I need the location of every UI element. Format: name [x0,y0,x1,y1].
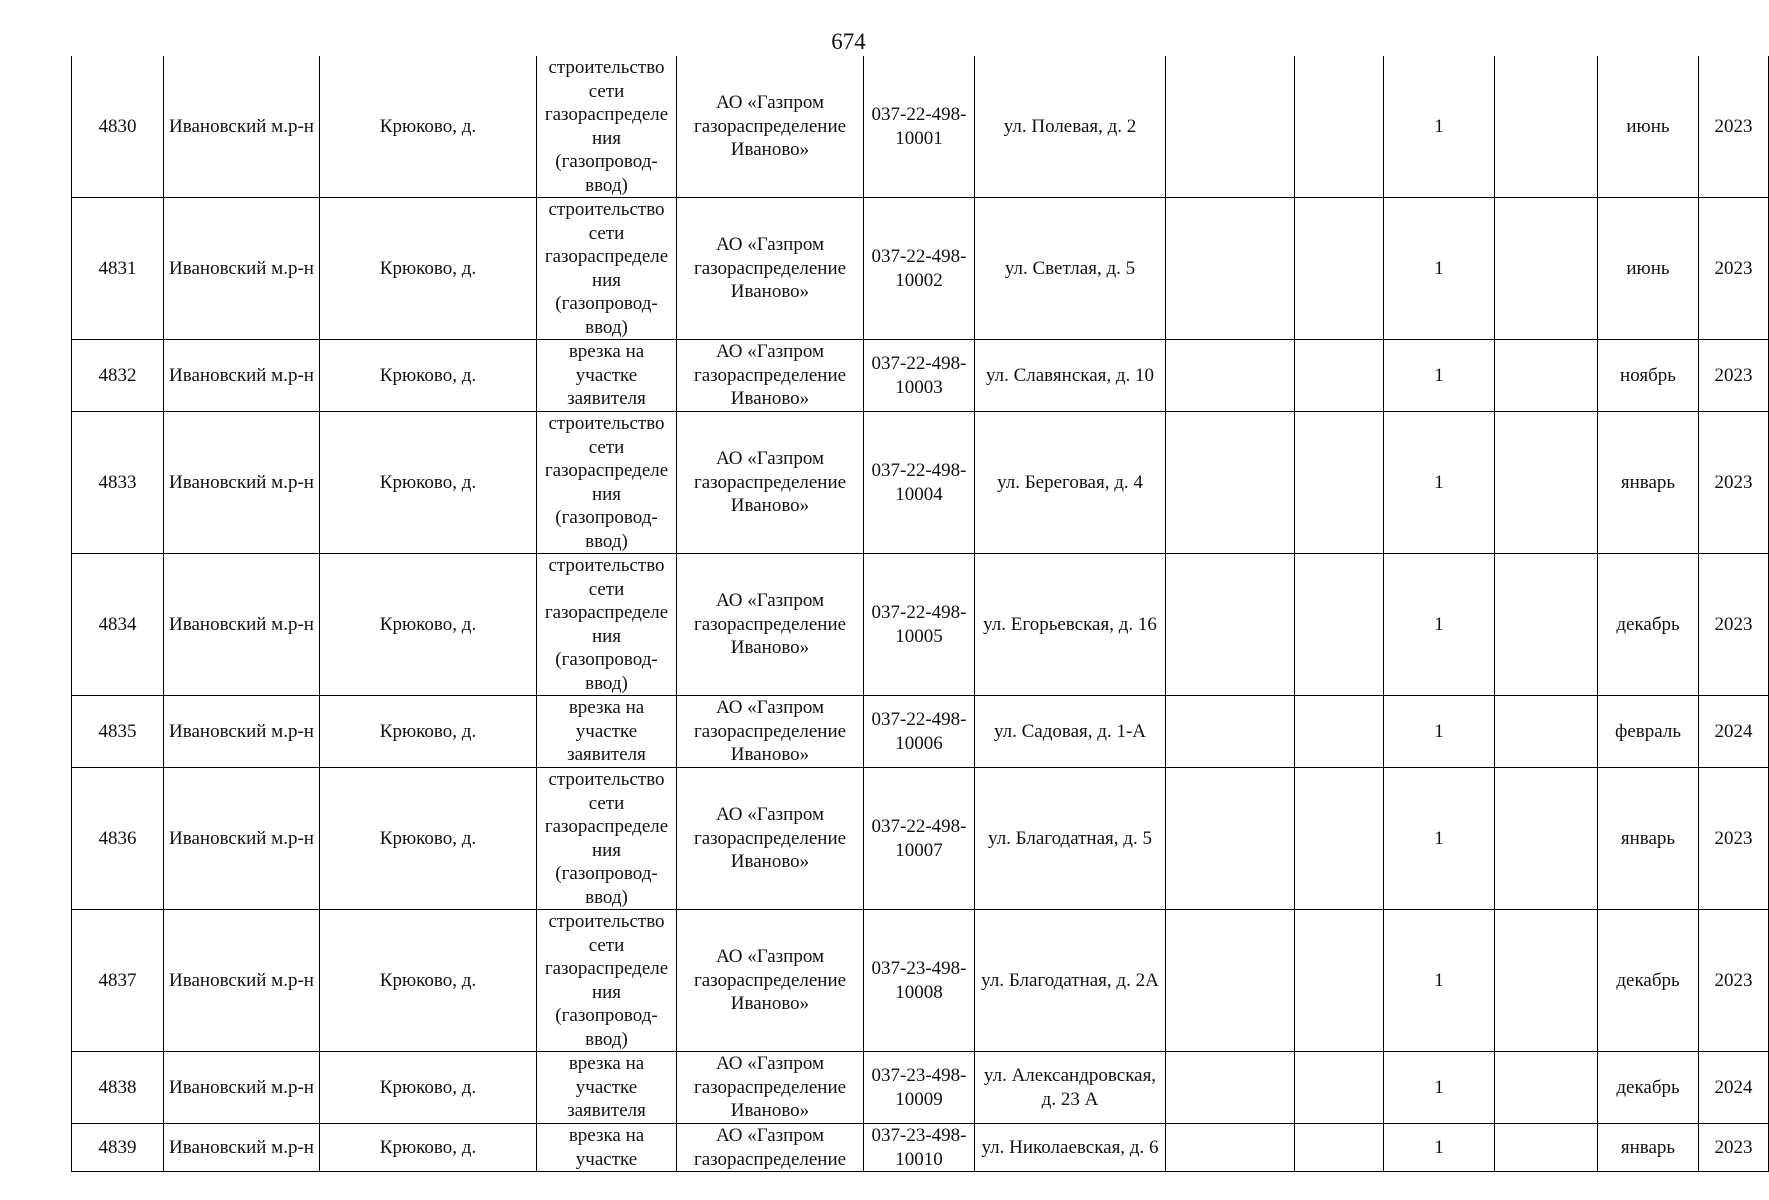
empty-cell [1495,340,1598,412]
address-cell: ул. Полевая, д. 2 [975,56,1166,198]
object-code-cell: 037-22-498-10005 [864,554,975,696]
year-cell: 2024 [1699,1052,1769,1124]
year-cell: 2023 [1699,340,1769,412]
locality-cell: Крюково, д. [320,696,537,768]
row-number-cell: 4835 [72,696,164,768]
empty-cell [1495,554,1598,696]
object-code-cell: 037-22-498-10007 [864,768,975,910]
empty-cell [1166,198,1295,340]
empty-cell [1295,1124,1384,1172]
month-cell: декабрь [1598,1052,1699,1124]
empty-cell [1495,198,1598,340]
row-number-cell: 4839 [72,1124,164,1172]
month-cell: декабрь [1598,910,1699,1052]
year-cell: 2023 [1699,412,1769,554]
table-row [72,554,1769,696]
table-row [72,1124,1769,1172]
object-code-cell: 037-22-498-10003 [864,340,975,412]
object-code-cell: 037-22-498-10004 [864,412,975,554]
organization-cell: АО «Газпром газораспределение Иваново» [677,768,864,910]
empty-cell [1166,340,1295,412]
locality-cell: Крюково, д. [320,554,537,696]
locality-cell: Крюково, д. [320,412,537,554]
table-row [72,56,1769,198]
address-cell: ул. Александровская, д. 23 А [975,1052,1166,1124]
work-type-cell: строительство сети газораспределения (газопровод-ввод) [537,554,677,696]
locality-cell: Крюково, д. [320,1052,537,1124]
work-type-cell: строительство сети газораспределения (газопровод-ввод) [537,412,677,554]
organization-cell: АО «Газпром газораспределение Иваново» [677,554,864,696]
empty-cell [1295,768,1384,910]
row-number-cell: 4833 [72,412,164,554]
empty-cell [1495,910,1598,1052]
month-cell: январь [1598,412,1699,554]
year-cell: 2023 [1699,56,1769,198]
organization-cell: АО «Газпром газораспределение Иваново» [677,56,864,198]
address-cell: ул. Садовая, д. 1-А [975,696,1166,768]
empty-cell [1166,768,1295,910]
year-cell: 2023 [1699,1124,1769,1172]
locality-cell: Крюково, д. [320,198,537,340]
empty-cell [1166,1124,1295,1172]
work-type-cell: строительство сети газораспределения (газопровод-ввод) [537,768,677,910]
month-cell: январь [1598,1124,1699,1172]
count-cell: 1 [1384,412,1495,554]
address-cell: ул. Светлая, д. 5 [975,198,1166,340]
row-number-cell: 4831 [72,198,164,340]
district-cell: Ивановский м.р-н [164,56,320,198]
address-cell: ул. Береговая, д. 4 [975,412,1166,554]
organization-cell: АО «Газпром газораспределение Иваново» [677,340,864,412]
organization-cell: АО «Газпром газораспределение Иваново» [677,1052,864,1124]
organization-cell: АО «Газпром газораспределение Иваново» [677,696,864,768]
empty-cell [1495,1124,1598,1172]
empty-cell [1295,554,1384,696]
empty-cell [1495,768,1598,910]
locality-cell: Крюково, д. [320,56,537,198]
count-cell: 1 [1384,768,1495,910]
count-cell: 1 [1384,56,1495,198]
object-code-cell: 037-23-498-10010 [864,1124,975,1172]
table-row [72,1052,1769,1124]
count-cell: 1 [1384,1052,1495,1124]
empty-cell [1495,1052,1598,1124]
work-type-cell: строительство сети газораспределения (газопровод-ввод) [537,910,677,1052]
empty-cell [1295,910,1384,1052]
district-cell: Ивановский м.р-н [164,412,320,554]
count-cell: 1 [1384,1124,1495,1172]
object-code-cell: 037-22-498-10001 [864,56,975,198]
empty-cell [1166,696,1295,768]
district-cell: Ивановский м.р-н [164,554,320,696]
organization-cell: АО «Газпром газораспределение Иваново» [677,910,864,1052]
year-cell: 2023 [1699,910,1769,1052]
empty-cell [1295,198,1384,340]
table-body [72,56,1769,1172]
count-cell: 1 [1384,554,1495,696]
work-type-cell: врезка на участке заявителя [537,340,677,412]
count-cell: 1 [1384,198,1495,340]
year-cell: 2023 [1699,768,1769,910]
empty-cell [1295,412,1384,554]
empty-cell [1166,910,1295,1052]
district-cell: Ивановский м.р-н [164,1052,320,1124]
work-type-cell: врезка на участке [537,1124,677,1172]
count-cell: 1 [1384,696,1495,768]
year-cell: 2024 [1699,696,1769,768]
month-cell: декабрь [1598,554,1699,696]
address-cell: ул. Егорьевская, д. 16 [975,554,1166,696]
empty-cell [1495,412,1598,554]
organization-cell: АО «Газпром газораспределение Иваново» [677,198,864,340]
row-number-cell: 4834 [72,554,164,696]
registry-table [71,56,1769,1172]
district-cell: Ивановский м.р-н [164,768,320,910]
empty-cell [1166,412,1295,554]
locality-cell: Крюково, д. [320,340,537,412]
empty-cell [1166,554,1295,696]
table-row [72,768,1769,910]
district-cell: Ивановский м.р-н [164,1124,320,1172]
row-number-cell: 4838 [72,1052,164,1124]
empty-cell [1295,1052,1384,1124]
table-row [72,198,1769,340]
object-code-cell: 037-22-498-10006 [864,696,975,768]
count-cell: 1 [1384,910,1495,1052]
empty-cell [1295,56,1384,198]
work-type-cell: строительство сети газораспределения (газопровод-ввод) [537,198,677,340]
work-type-cell: врезка на участке заявителя [537,1052,677,1124]
district-cell: Ивановский м.р-н [164,340,320,412]
empty-cell [1166,56,1295,198]
address-cell: ул. Благодатная, д. 2А [975,910,1166,1052]
empty-cell [1495,696,1598,768]
month-cell: июнь [1598,56,1699,198]
month-cell: июнь [1598,198,1699,340]
page-number: 674 [831,29,866,54]
work-type-cell: строительство сети газораспределения (газопровод-ввод) [537,56,677,198]
locality-cell: Крюково, д. [320,910,537,1052]
row-number-cell: 4837 [72,910,164,1052]
district-cell: Ивановский м.р-н [164,696,320,768]
address-cell: ул. Благодатная, д. 5 [975,768,1166,910]
locality-cell: Крюково, д. [320,768,537,910]
address-cell: ул. Славянская, д. 10 [975,340,1166,412]
table-row [72,910,1769,1052]
month-cell: февраль [1598,696,1699,768]
count-cell: 1 [1384,340,1495,412]
year-cell: 2023 [1699,554,1769,696]
locality-cell: Крюково, д. [320,1124,537,1172]
row-number-cell: 4836 [72,768,164,910]
empty-cell [1295,696,1384,768]
month-cell: ноябрь [1598,340,1699,412]
address-cell: ул. Николаевская, д. 6 [975,1124,1166,1172]
object-code-cell: 037-22-498-10002 [864,198,975,340]
row-number-cell: 4830 [72,56,164,198]
empty-cell [1495,56,1598,198]
empty-cell [1166,1052,1295,1124]
month-cell: январь [1598,768,1699,910]
table-row [72,696,1769,768]
organization-cell: АО «Газпром газораспределение [677,1124,864,1172]
table-row [72,340,1769,412]
district-cell: Ивановский м.р-н [164,198,320,340]
empty-cell [1295,340,1384,412]
organization-cell: АО «Газпром газораспределение Иваново» [677,412,864,554]
row-number-cell: 4832 [72,340,164,412]
year-cell: 2023 [1699,198,1769,340]
object-code-cell: 037-23-498-10009 [864,1052,975,1124]
table-row [72,412,1769,554]
district-cell: Ивановский м.р-н [164,910,320,1052]
work-type-cell: врезка на участке заявителя [537,696,677,768]
object-code-cell: 037-23-498-10008 [864,910,975,1052]
